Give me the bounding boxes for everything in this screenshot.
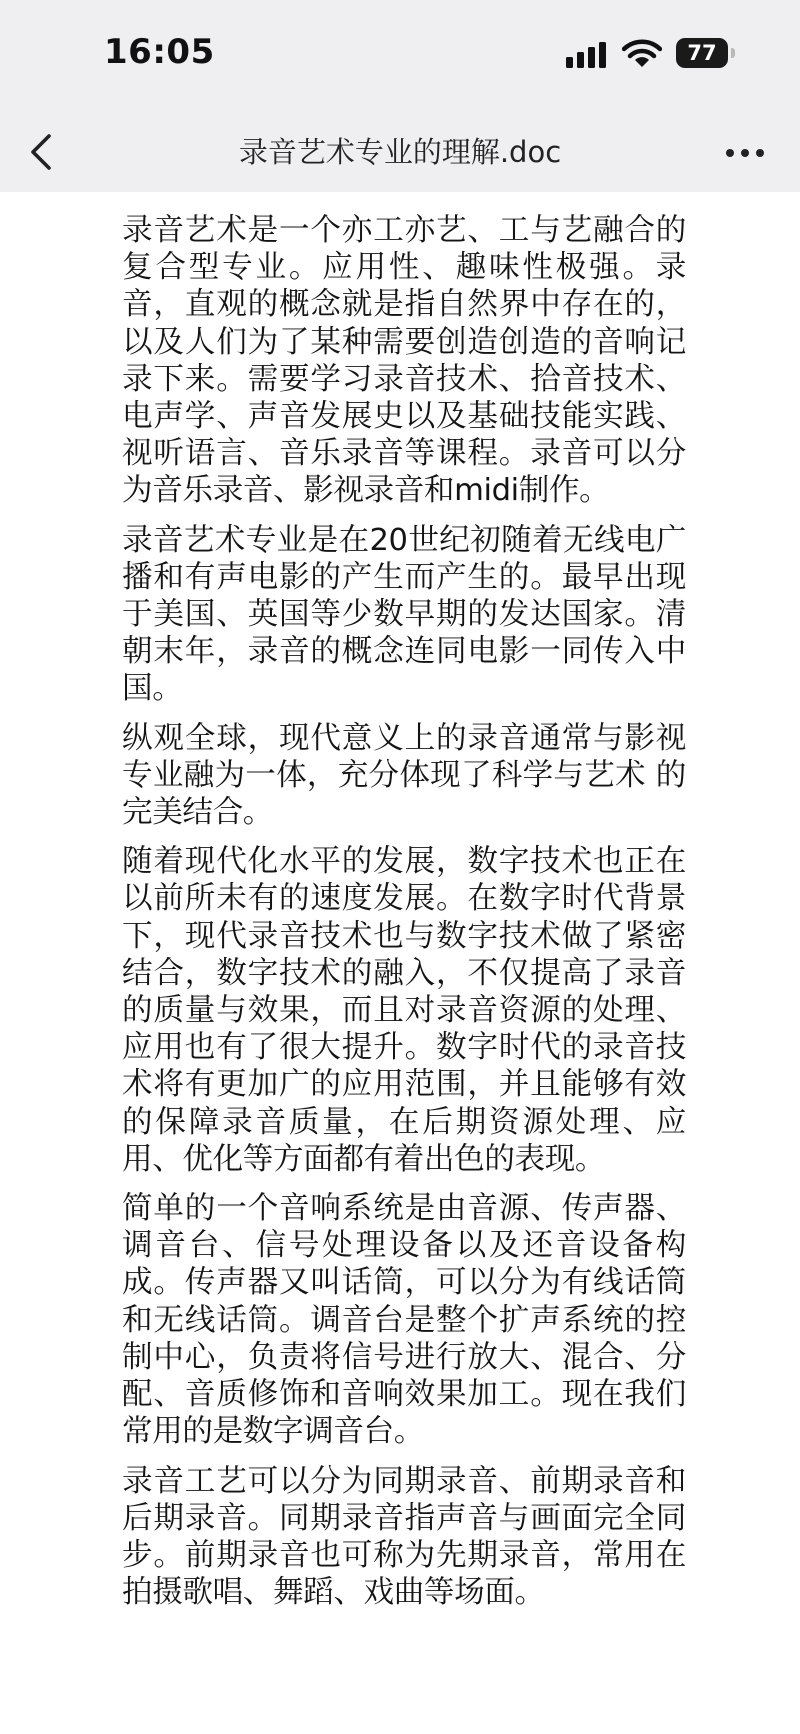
document-content (122, 212, 686, 1623)
document-title: 录音艺术专业的理解.doc (238, 135, 562, 169)
paragraph: 录音工艺可以分为同期录音、前期录音和后期录音。同期录音指声音与画面完全同步。前期录音也可称为先期录音，常用在拍摄歌唱、舞蹈、戏曲等场面。 (122, 1463, 686, 1611)
paragraph: 录音艺术专业是在20世纪初随着无线电广播和有声电影的产生而产生的。最早出现于美国、英国等少数早期的发达国家。清朝末年，录音的概念连同电影一同传入中国。 (122, 522, 686, 707)
battery-icon (676, 38, 728, 68)
top-bar (0, 0, 800, 192)
paragraph: 录音艺术是一个亦工亦艺、工与艺融合的复合型专业。应用性、趣味性极强。录音，直观的概念就是指自然界中存在的，以及人们为了某种需要创造创造的音响记录下来。需要学习录音技术、拾音技术、电声学、声音发展史以及基础技能实践、视听语言、音乐录音等课程。录音可以分为音乐录音、影视录音和midi制作。 (122, 213, 686, 509)
paragraph: 随着现代化水平的发展，数字技术也正在以前所未有的速度发展。在数字时代背景下，现代录音技术也与数字技术做了紧密结合，数字技术的融入，不仅提高了录音的质量与效果，而且对录音资源的处理、应用也有了很大提升。数字时代的录音技术将有更加广的应用范围，并且能够有效的保障录音质量，在后期资源处理、应用、优化等方面都有着出色的表现。 (122, 844, 686, 1177)
paragraph: 简单的一个音响系统是由音源、传声器、调音台、信号处理设备以及还音设备构成。传声器又叫话筒，可以分为有线话筒和无线话筒。调音台是整个扩声系统的控制中心，负责将信号进行放大、混合、分配、音质修饰和音响效果加工。现在我们常用的是数字调音台。 (122, 1191, 686, 1450)
chevron-left-icon[interactable] (28, 133, 54, 171)
status-time: 16:05 (104, 32, 215, 72)
more-icon[interactable] (725, 148, 765, 158)
wifi-icon (622, 38, 662, 68)
paragraph: 纵观全球，现代意义上的录音通常与影视专业融为一体，充分体现了科学与艺术 的完美结合。 (122, 720, 686, 831)
battery-level: 77 (687, 41, 717, 65)
signal-icon (566, 42, 608, 68)
